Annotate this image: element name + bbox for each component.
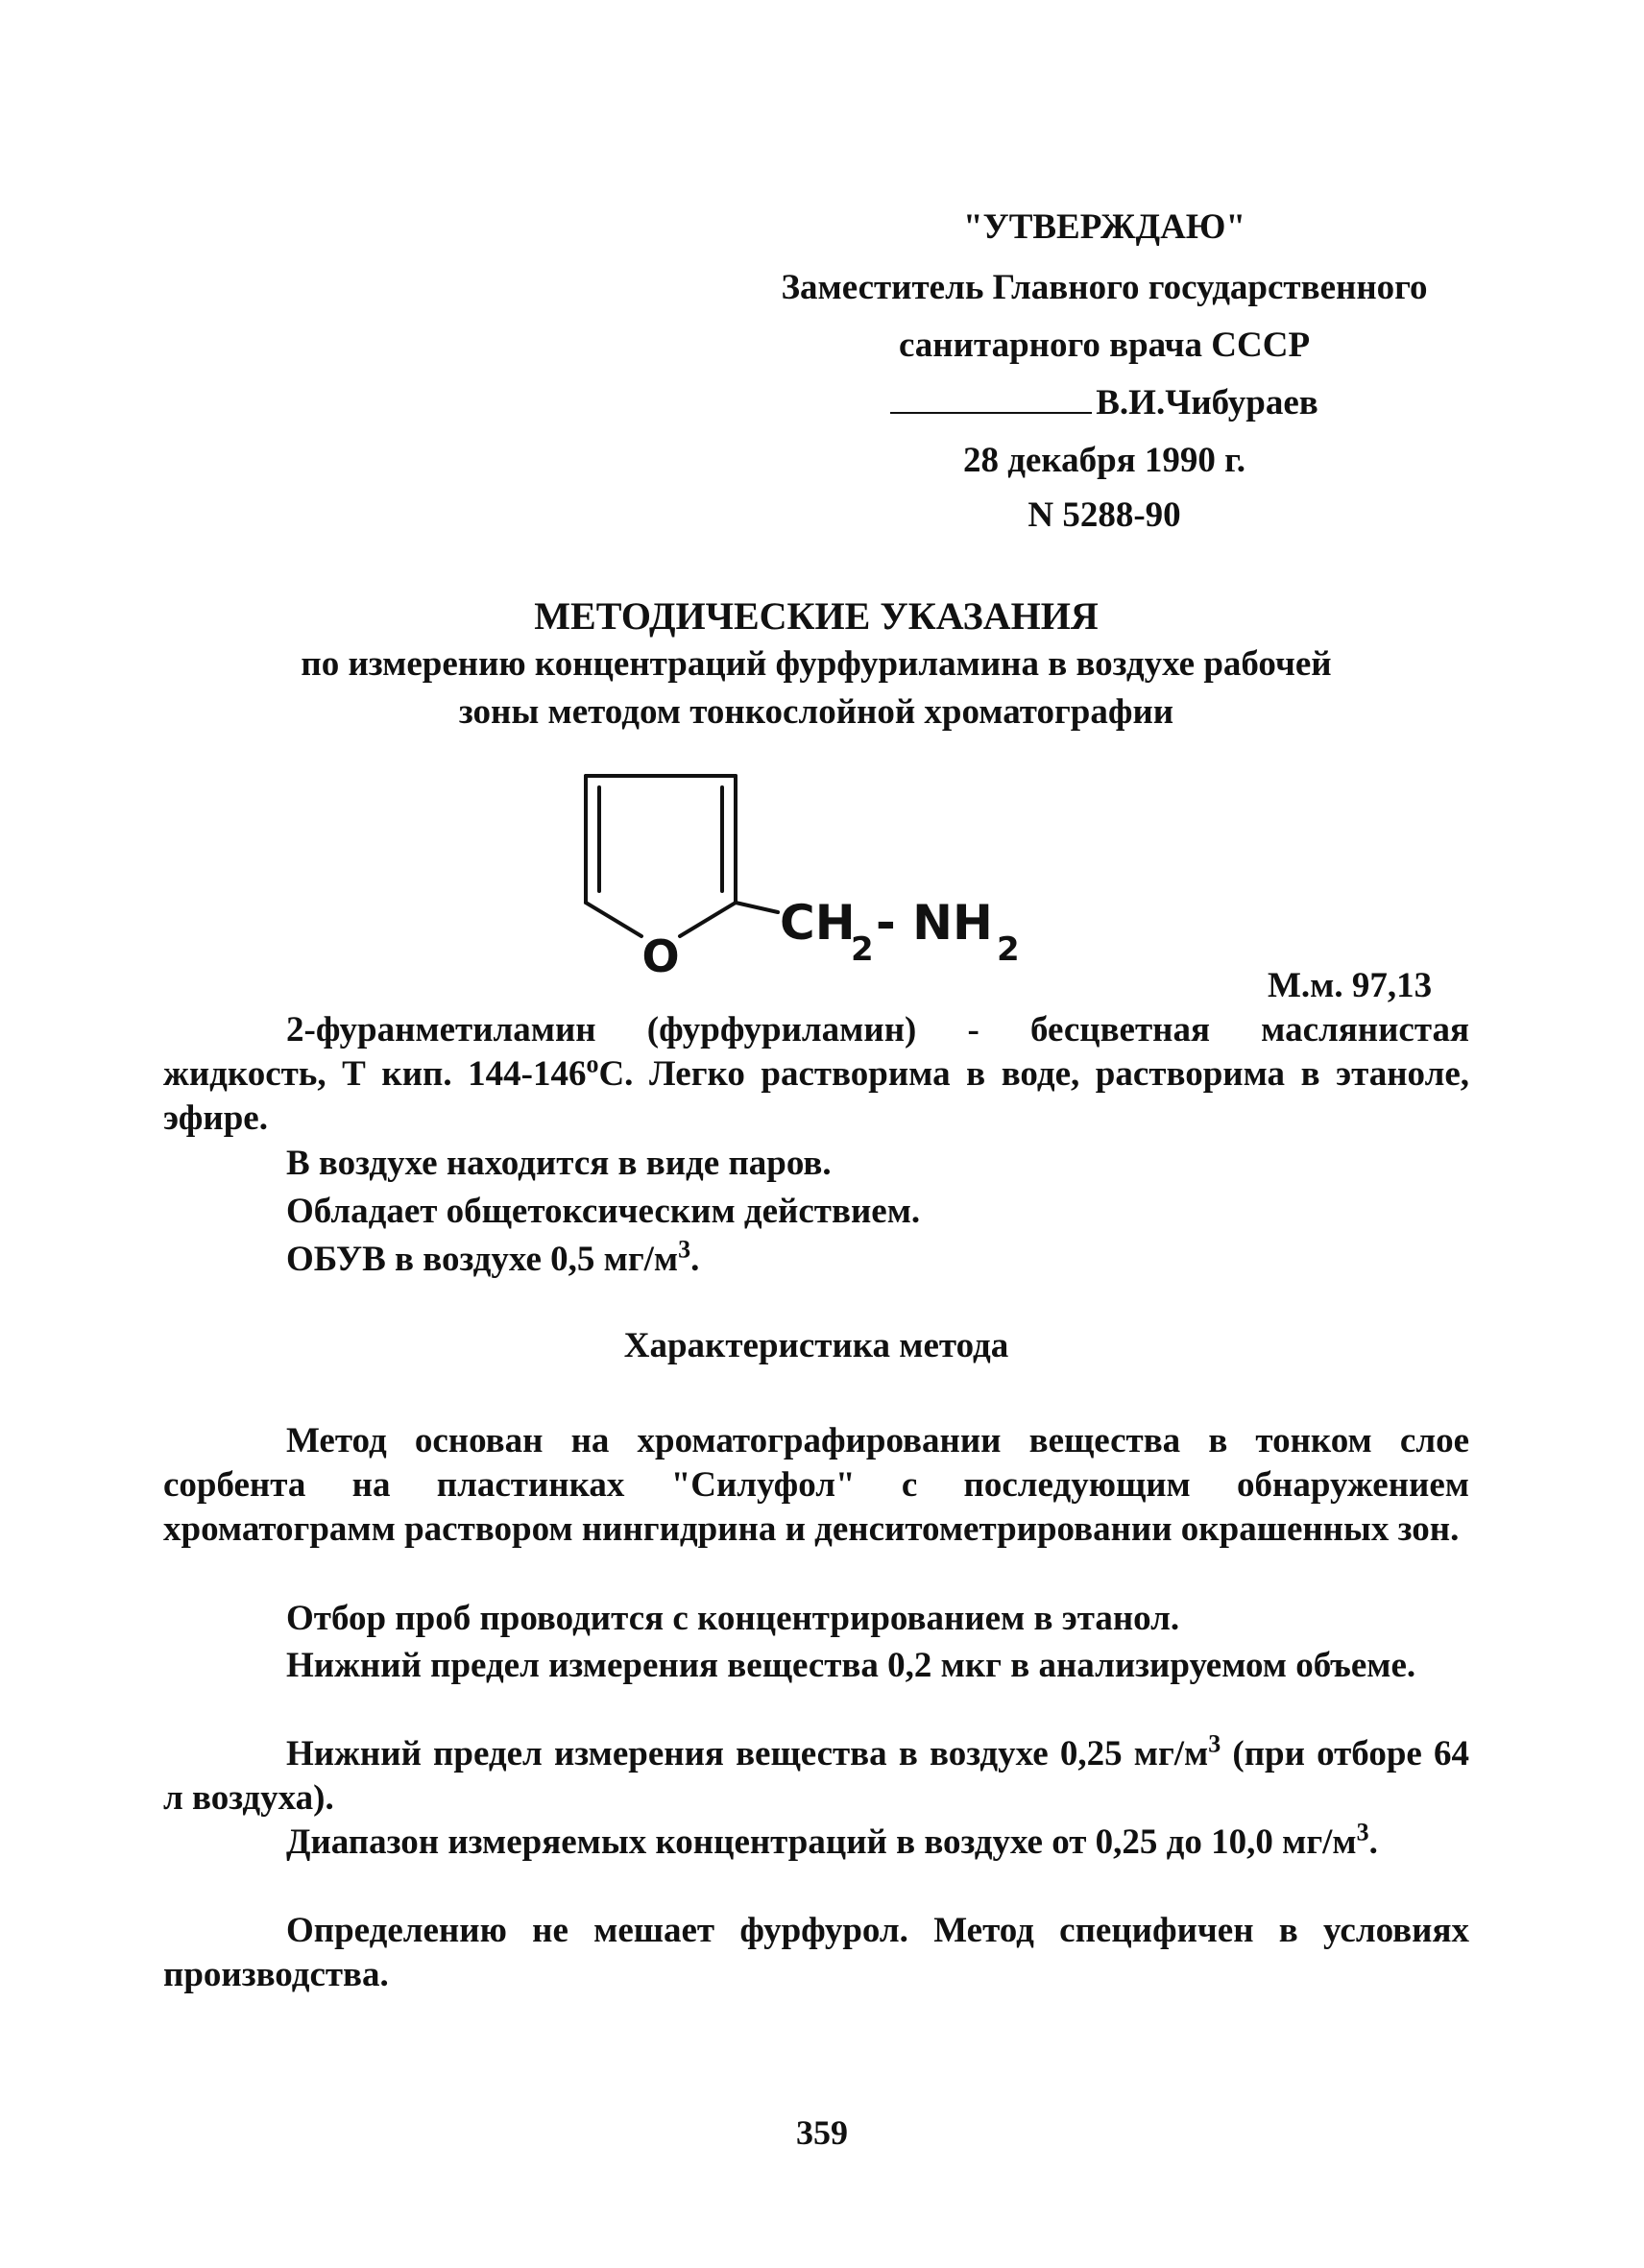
- formula-sub1: 2: [851, 930, 874, 969]
- approval-position-line2: санитарного врача СССР: [898, 326, 1311, 365]
- description-paragraph: [163, 1008, 1469, 1141]
- approval-stamp: "УТВЕРЖДАЮ": [963, 207, 1245, 247]
- range-end: .: [1368, 1822, 1378, 1862]
- description-vapor: В воздухе находится в виде паров.: [286, 1144, 832, 1183]
- description-text-end: С. Легко растворима в воде, растворима в этаноле, эфире.: [163, 1054, 1470, 1138]
- method-paragraph-2: Отбор проб проводится с концентрированием в этанол.: [286, 1599, 1180, 1638]
- ring-bond-bottom-right: [680, 903, 736, 936]
- approval-position-line1: Заместитель Главного государственного: [781, 268, 1428, 307]
- ring-oxygen: O: [641, 930, 680, 982]
- molar-mass: М.м. 97,13: [1268, 966, 1433, 1005]
- formula-sub2: 2: [997, 930, 1020, 969]
- range-sup: 3: [1356, 1818, 1369, 1846]
- obuv-sup: 3: [678, 1235, 691, 1264]
- document-subtitle-line1: по измерению концентраций фурфуриламина в воздухе рабочей: [301, 644, 1332, 684]
- obuv-text: ОБУВ в воздухе 0,5 мг/м: [286, 1240, 679, 1279]
- obuv-end: .: [690, 1240, 700, 1279]
- ch2-bond: [736, 903, 778, 912]
- approval-signatory: В.И.Чибураев: [1096, 383, 1318, 422]
- formula-nh: - NH: [876, 895, 993, 951]
- description-text: 2-фуранметиламин (фурфуриламин) - бесцветная маслянистая жидкость, Т кип. 144-146: [163, 1010, 1469, 1094]
- method-paragraph-5: [163, 1818, 1469, 1865]
- ring-bond-bottom-left: [586, 903, 641, 936]
- furfurylamine-structure: [567, 759, 1047, 989]
- signature-blank: [890, 412, 1092, 414]
- method-paragraph-6: Определению не мешает фурфурол. Метод специфичен в условиях производства.: [163, 1911, 1469, 1994]
- method-heading: Характеристика метода: [623, 1326, 1009, 1365]
- document-title: МЕТОДИЧЕСКИЕ УКАЗАНИЯ: [534, 594, 1099, 638]
- approval-date: 28 декабря 1990 г.: [962, 441, 1246, 480]
- range-text: Диапазон измеряемых концентраций в воздухе от 0,25 до 10,0 мг/м: [286, 1822, 1357, 1862]
- degree-sign: о: [586, 1050, 599, 1078]
- page-number: 359: [796, 2113, 848, 2152]
- document-subtitle-line2: зоны методом тонкослойной хроматографии: [458, 692, 1174, 732]
- method-paragraph-4: [163, 1729, 1469, 1821]
- lower-limit-end: (при отборе 64 л воздуха).: [163, 1734, 1469, 1818]
- lower-limit-sup: 3: [1208, 1729, 1221, 1758]
- description-toxicity: Обладает общетоксическим действием.: [286, 1192, 921, 1231]
- lower-limit-text: Нижний предел измерения вещества в воздухе 0,25 мг/м: [286, 1734, 1209, 1773]
- formula-ch: CH: [780, 895, 856, 951]
- method-paragraph-1: Метод основан на хроматографировании вещества в тонком слое сорбента на пластинках "Силуфол" с последующим обнаружением хроматограмм раствором нингидрина и денситометрировании окрашенных зон.: [163, 1421, 1469, 1549]
- method-paragraph-3: Нижний предел измерения вещества 0,2 мкг в анализируемом объеме.: [286, 1646, 1416, 1685]
- approval-number: N 5288-90: [1028, 495, 1181, 535]
- description-obuv: [286, 1235, 700, 1280]
- approval-signature-line: [672, 382, 1536, 423]
